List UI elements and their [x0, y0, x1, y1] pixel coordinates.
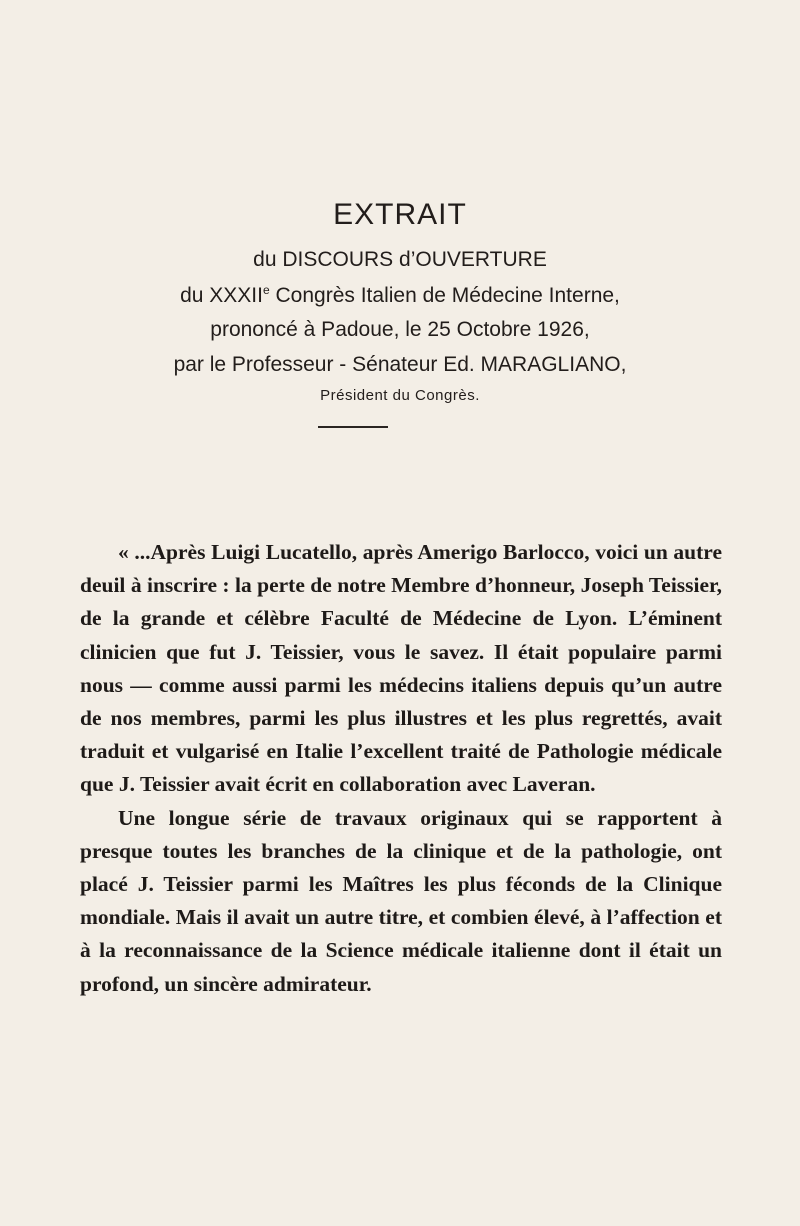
ordinal-superscript: e: [262, 283, 270, 297]
separator-rule: [318, 426, 388, 428]
subtitle-date-place: prononcé à Padoue, le 25 Octobre 1926,: [210, 318, 590, 341]
subtitle-speaker: par le Professeur - Sénateur Ed. MARAGLIANO,: [173, 353, 627, 376]
subtitle-congres: [0, 283, 800, 308]
speaker-role: Président du Congrès.: [320, 387, 480, 404]
paragraph-1: « ...Après Luigi Lucatello, après Amerigo Barlocco, voici un autre deuil à inscrire : la perte de notre Membre d’honneur, Joseph Teissier, de la grande et célèbre Faculté de Médecine de Lyon. L’éminent clinicien que fut J. Teissier, vous le savez. Il était populaire parmi nous — comme aussi parmi les médecins italiens depuis qu’un autre de nos membres, parmi les plus illustres et les plus regrettés, avait traduit et vulgarisé en Italie l’excellent traité de Pathologie médicale que J. Teissier avait écrit en collaboration avec Laveran.: [80, 540, 722, 797]
main-text: [80, 536, 722, 1001]
paragraph-2: Une longue série de travaux originaux qui se rapportent à presque toutes les branches de la clinique et de la pathologie, ont placé J. Teissier parmi les Maîtres les plus féconds de la Clinique mondiale. Mais il avait un autre titre, et combien élevé, à l’affection et à la reconnaissance de la Science médicale italienne dont il était un profond, un sincère admirateur.: [80, 805, 722, 996]
congres-name: Congrès Italien de Médecine Interne,: [269, 284, 620, 307]
document-title: EXTRAIT: [333, 198, 467, 231]
congres-number: du XXXII: [180, 284, 263, 307]
subtitle-discours: du DISCOURS d’OUVERTURE: [253, 248, 547, 271]
